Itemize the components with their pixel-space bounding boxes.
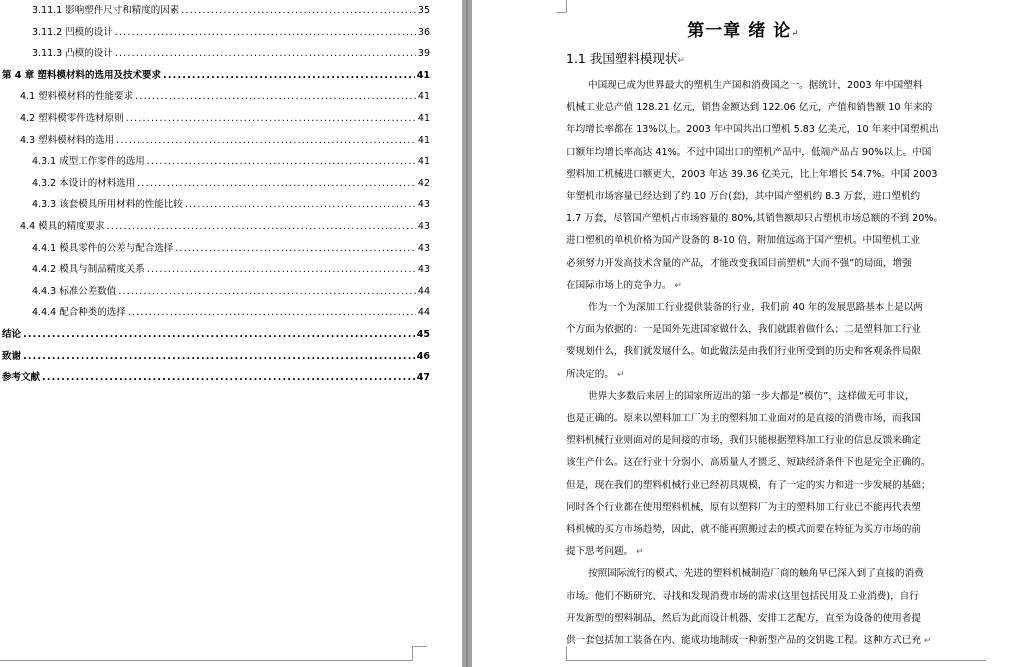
body-line-text: 但是，现在我们的塑料机械行业已经初具规模，有了一定的实力和进一步发展的基础； xyxy=(566,479,931,491)
body-line xyxy=(566,586,974,608)
body-line xyxy=(566,119,974,141)
body-line xyxy=(566,75,974,97)
body-line xyxy=(566,297,974,319)
body-line-text: 塑料机械行业则面对的是间接的市场，我们只能根据塑料加工行业的信息反馈来确定 xyxy=(566,435,921,447)
body-line xyxy=(566,319,974,341)
paragraph-mark: ↵ xyxy=(613,369,625,380)
toc-leader-dots xyxy=(118,286,416,297)
toc-page-number: 43 xyxy=(417,242,430,254)
body-line-text: 按照国际流行的模式，先进的塑料机械制造厂商的触角早已深入到了直接的消费 xyxy=(588,568,924,580)
toc-entry-title: 4.4.4 配合种类的选择 xyxy=(32,307,126,319)
toc-page-number: 41 xyxy=(417,134,430,146)
body-line xyxy=(566,563,974,585)
toc-page-number: 43 xyxy=(417,199,430,211)
toc-page-number: 43 xyxy=(417,221,430,232)
toc-entry-title: 3.11.2 凹模的设计 xyxy=(32,26,113,38)
toc-entry-title: 4.4.3 标准公差数值 xyxy=(32,285,117,297)
toc-entry[interactable] xyxy=(32,45,430,63)
toc-leader-dots xyxy=(42,372,415,383)
body-line xyxy=(566,164,974,186)
toc-entry-title: 第 4 章 塑料模材料的选用及技术要求 xyxy=(2,69,162,81)
body-line xyxy=(566,608,974,630)
body-line xyxy=(566,230,974,252)
body-line-text: 同时各个行业都在使用塑料机械，原有以塑料厂为主的塑料加工行业已不能再代表塑 xyxy=(566,501,921,513)
toc-entry[interactable] xyxy=(20,132,430,150)
toc-entry[interactable] xyxy=(32,2,430,20)
toc-leader-dots xyxy=(116,135,416,146)
toc-leader-dots xyxy=(147,264,416,275)
toc-entry[interactable] xyxy=(20,218,430,236)
body-line-text: 塑料加工机械进口额更大，2003 年达 39.36 亿美元，比上年增长 54.7%。中国 2003 xyxy=(566,168,938,180)
chapter-page xyxy=(472,0,1015,667)
body-line-text: 供一套包括加工装备在内、能成功地制成一种新型产品的交钥匙工程。这种方式已充 xyxy=(566,635,921,646)
paragraph-mark: ↵ xyxy=(920,636,932,646)
toc-leader-dots xyxy=(135,91,416,102)
body-line xyxy=(566,386,974,408)
body-line xyxy=(566,452,974,474)
toc-entry[interactable] xyxy=(20,88,430,106)
toc-entry[interactable] xyxy=(32,175,430,193)
body-line xyxy=(566,541,974,563)
toc-page-number: 41 xyxy=(417,156,430,168)
body-line-text: 要规划什么，我们就发展什么。如此做法是由我们行业所受到的历史和客观条件局限 xyxy=(566,346,921,358)
body-line xyxy=(566,475,974,497)
body-line-text: 年塑机市场容量已经达到了约 10 万台(套)，其中国产塑机约 8.3 万套，进口塑机约 xyxy=(566,191,921,202)
body-line xyxy=(566,519,974,541)
body-line-text: 必须努力开发高技术含量的产品，才能改变我国目前塑机“大而不强”的局面，增强 xyxy=(566,257,912,269)
toc-entry-title: 参考文献 xyxy=(2,372,41,384)
paragraph-mark: ↵ xyxy=(671,280,682,291)
body-line-text: 作为一个为深加工行业提供装备的行业，我们前 40 年的发展思路基本上是以两 xyxy=(588,302,923,313)
body-line-text: 料机械的买方市场趋势，因此，就不能再照搬过去的模式而要在特征为买方市场的前 xyxy=(566,524,921,535)
page-corner-mark xyxy=(556,0,567,13)
toc-entry[interactable] xyxy=(2,326,430,344)
toc-leader-dots xyxy=(23,329,415,340)
body-line xyxy=(566,630,974,652)
toc-page-number: 42 xyxy=(417,177,430,189)
body-line-text: 开发新型的塑料制品，然后为此而设计机器、安排工艺配方，直至为设备的使用者提 xyxy=(566,612,921,624)
toc-leader-dots xyxy=(163,70,415,81)
toc-entry-title: 3.11.1 影响塑件尺寸和精度的因素 xyxy=(32,5,180,16)
toc-page xyxy=(0,0,462,667)
toc-entry[interactable] xyxy=(2,348,430,366)
toc-leader-dots xyxy=(126,113,416,124)
toc-entry[interactable] xyxy=(2,369,430,387)
body-line xyxy=(566,430,974,452)
body-line-text: 在国际市场上的竞争力。 xyxy=(566,279,672,291)
toc-entry[interactable] xyxy=(32,196,430,214)
body-line xyxy=(566,186,974,208)
body-line-text: 市场。他们不断研究、寻找和发现消费市场的需求(这里包括民用及工业消费)，自行 xyxy=(566,590,919,602)
toc-entry-title: 4.4.1 模具零件的公差与配合选择 xyxy=(32,242,174,254)
toc-entry-title: 3.11.3 凸模的设计 xyxy=(32,48,113,60)
paragraph-mark: ↵ xyxy=(633,547,644,558)
page-bottom-line xyxy=(566,660,986,661)
body-line-text: 提下思考问题。 xyxy=(566,546,634,558)
toc-entry-title: 4.3.2 本设计的材料选用 xyxy=(32,177,136,189)
toc-entry[interactable] xyxy=(2,67,430,85)
toc-page-number: 45 xyxy=(416,329,430,340)
body-line-text: 所决定的。 xyxy=(566,368,614,380)
toc-entry-title: 4.3 塑料模材料的选用 xyxy=(20,134,115,146)
toc-entry[interactable] xyxy=(32,153,430,171)
toc-page-number: 41 xyxy=(416,69,430,81)
body-line-text: 该生产什么。这在行业十分弱小、高质量人才匮乏、短缺经济条件下也是完全正确的。 xyxy=(566,457,931,469)
toc-leader-dots xyxy=(137,178,416,189)
toc-page-number: 41 xyxy=(417,91,430,103)
body-line-text: 世界大多数后来居上的国家所迈出的第一步大都是“模仿”，这样做无可非议， xyxy=(588,390,915,402)
toc-entry[interactable] xyxy=(32,24,430,42)
toc-leader-dots xyxy=(185,199,416,210)
body-line-text: 机械工业总产值 128.21 亿元，销售金额达到 122.06 亿元，产值和销售额 10 年来的 xyxy=(566,102,933,114)
toc-entry-title: 4.3.3 该套模具所用材料的性能比较 xyxy=(32,199,183,211)
toc-entry-title: 结论 xyxy=(2,329,22,340)
toc-page-number: 36 xyxy=(417,26,430,38)
toc-entry-title: 4.2 塑料模零件选材原则 xyxy=(20,113,124,124)
body-line xyxy=(566,208,974,230)
body-line xyxy=(566,142,974,164)
toc-page-number: 35 xyxy=(417,5,430,16)
toc-leader-dots xyxy=(147,156,416,167)
body-line xyxy=(566,97,974,119)
body-line xyxy=(566,275,974,297)
toc-page-number: 44 xyxy=(417,307,430,319)
toc-page-number: 43 xyxy=(417,264,430,276)
toc-leader-dots xyxy=(115,48,416,59)
page-corner-mark xyxy=(412,646,427,661)
toc-entry[interactable] xyxy=(32,240,430,258)
toc-entry-title: 4.4.2 模具与制品精度关系 xyxy=(32,264,145,276)
toc-entry-title: 4.4 模具的精度要求 xyxy=(20,221,105,232)
page-bottom-line xyxy=(0,660,412,661)
body-line xyxy=(566,253,974,275)
chapter-title: 第一章 绪 论↵ xyxy=(687,21,800,41)
toc-leader-dots xyxy=(115,27,416,38)
body-line xyxy=(566,408,974,430)
toc-leader-dots xyxy=(107,221,416,232)
toc-page-number: 46 xyxy=(416,350,430,362)
toc-entry[interactable] xyxy=(32,261,430,279)
toc-page-number: 44 xyxy=(417,285,430,297)
toc-leader-dots xyxy=(128,307,416,318)
toc-leader-dots xyxy=(175,243,416,254)
toc-page-number: 47 xyxy=(416,372,430,384)
page-corner-mark xyxy=(556,646,567,660)
body-line-text: 年均增长率都在 13%以上。2003 年中国共出口塑机 5.83 亿美元，10 年来中国塑机出 xyxy=(566,124,939,136)
body-line-text: 1.7 万套，尽管国产塑机占市场容量的 80%,其销售额却只占塑机市场总额的不到 20%。 xyxy=(566,213,944,225)
toc-entry-title: 4.1 塑料模材料的性能要求 xyxy=(20,91,134,103)
body-line-text: 进口塑机的单机价格为国产设备的 8-10 倍，附加值远高于国产塑机。中国塑机工业 xyxy=(566,235,921,247)
body-line-text: 中国现已成为世界最大的塑机生产国和消费国之一。据统计，2003 年中国塑料 xyxy=(588,80,923,91)
toc-entry[interactable] xyxy=(32,304,430,322)
body-line xyxy=(566,497,974,519)
body-line-text: 个方面为依据的：一是国外先进国家做什么，我们就跟着做什么；二是塑料加工行业 xyxy=(566,324,921,336)
toc-leader-dots xyxy=(23,351,415,362)
body-line xyxy=(566,341,974,363)
section-title: 1.1 我国塑料模现状↵ xyxy=(566,51,685,66)
toc-page-number: 41 xyxy=(417,113,430,124)
toc-page-number: 39 xyxy=(417,48,430,60)
toc-leader-dots xyxy=(181,5,416,16)
body-line-text: 也是正确的。原来以塑料加工厂为主的塑料加工业面对的是直接的消费市场，而我国 xyxy=(566,413,921,424)
page-gutter-line xyxy=(466,0,468,667)
toc-entry[interactable] xyxy=(20,110,430,128)
body-line xyxy=(566,364,974,386)
toc-entry[interactable] xyxy=(32,283,430,301)
body-line-text: 口额年均增长率高达 41%。不过中国出口的塑机产品中，低端产品占 90%以上。中国 xyxy=(566,146,932,158)
toc-entry-title: 致谢 xyxy=(2,350,22,362)
toc-entry-title: 4.3.1 成型工作零件的选用 xyxy=(32,156,145,168)
